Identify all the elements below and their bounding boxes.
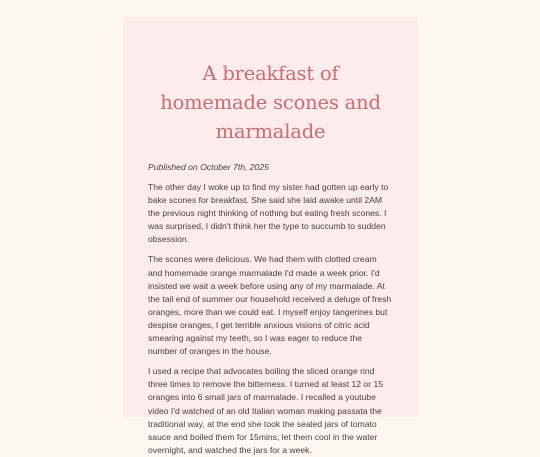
article-page	[123, 17, 418, 455]
article-paragraph-2: The scones were delicious. We had them with clotted cream and homemade orange marmalade I'd made a week prior. I'd insisted we wait a week before using any of my marmalade. At the tail end of summer our household received a deluge of fresh oranges, more than we could eat. I myself enjoy tangerines but despise oranges, I get terrible anxious visions of citric acid smearing against my teeth, so I was eager to reduce the number of oranges in the house.	[148, 254, 392, 357]
published-date: Published on October 7th, 2025	[148, 162, 269, 172]
article-paragraph-1: The other day I woke up to find my sister had gotten up early to bake scones for breakfast. She said she laid awake until 2AM the previous night thinking of nothing but eating fresh scones. I was surprised, I didn't think her the type to succumb to sudden obsession.	[148, 182, 389, 245]
article-paragraph-3: I used a recipe that advocates boiling the sliced orange rind three times to remove the bitterness. I turned at least 12 or 15 oranges into 6 small jars of marmalade. I recalled a youtube video I'd watched of an old Italian woman making passata the traditional way, at the end she took the sealed jars of tomato sauce and boiled them for 15mins, let them cool in the water overnight, and watched the jars for a week.	[148, 366, 384, 455]
article-title: A breakfast of homemade scones and marmalade	[160, 62, 381, 143]
